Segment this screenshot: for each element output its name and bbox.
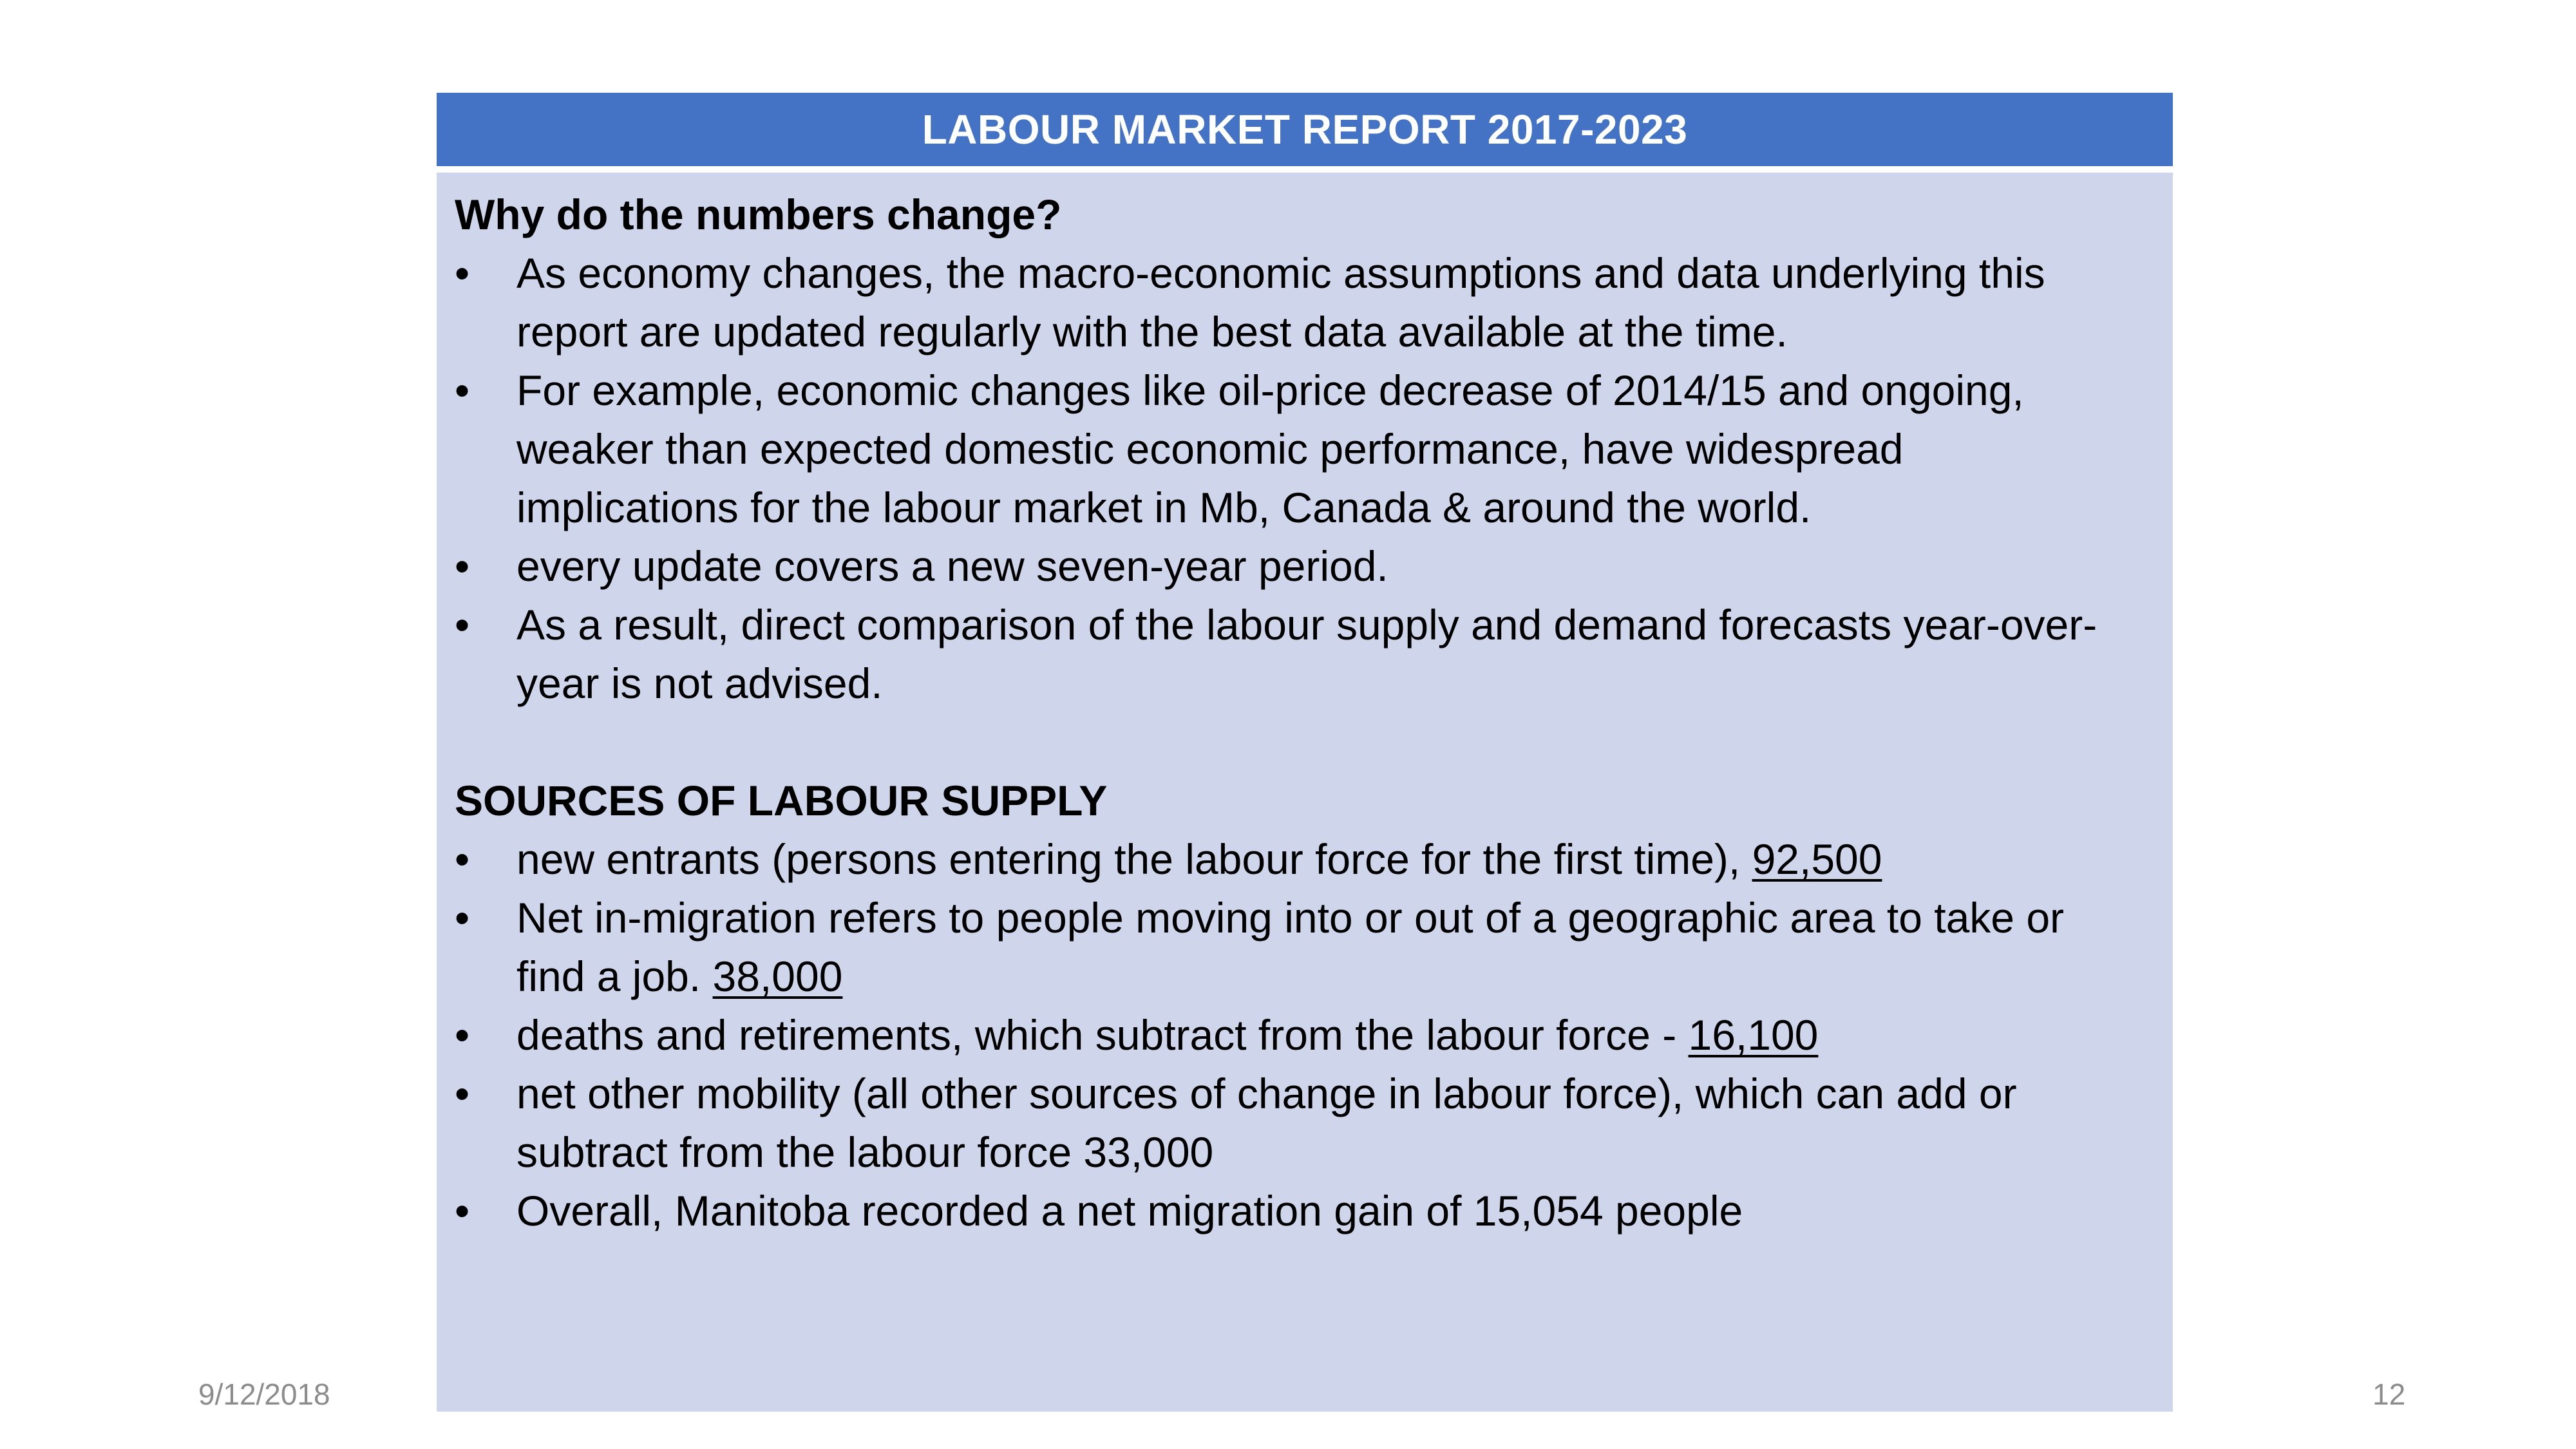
list-item-text: net other mobility (all other sources of change in labour force), which can add or subtract from the labour force 33,000 [516, 1070, 2017, 1176]
bullet-icon: • [455, 542, 470, 590]
bullet-icon: • [455, 601, 470, 649]
list-item [455, 889, 2134, 1006]
list-item-text: deaths and retirements, which subtract from the labour force - [516, 1011, 1689, 1059]
list-item [455, 830, 2134, 889]
section-heading-sources-of-labour-supply: SOURCES OF LABOUR SUPPLY [455, 777, 1108, 824]
why-numbers-change-list [455, 244, 2134, 713]
new-entrants-value: 92,500 [1752, 835, 1882, 883]
list-item [455, 244, 2134, 361]
bullet-icon: • [455, 366, 470, 414]
bullet-icon: • [455, 894, 470, 942]
sources-of-labour-supply-list [455, 830, 2134, 1240]
section-spacer [455, 713, 2134, 772]
list-item [455, 1065, 2134, 1182]
bullet-icon: • [455, 835, 470, 883]
list-item-text: As a result, direct comparison of the labour supply and demand forecasts year-over-year is not advised. [516, 601, 2098, 707]
list-item-text: Overall, Manitoba recorded a net migration gain of 15,054 people [516, 1187, 1743, 1235]
list-item-text: every update covers a new seven-year period. [516, 542, 1388, 590]
report-title: LABOUR MARKET REPORT 2017-2023 [922, 106, 1688, 153]
section-heading-why-numbers-change: Why do the numbers change? [455, 191, 1062, 238]
list-item-text: As economy changes, the macro-economic assumptions and data underlying this report are updated regularly with the best data available at the time. [516, 249, 2045, 355]
list-item [455, 596, 2134, 713]
bullet-icon: • [455, 1070, 470, 1117]
list-item-text: For example, economic changes like oil-price decrease of 2014/15 and ongoing, weaker than expected domestic economic performance, have widespread implications for the labour market in Mb, Canada & around the world. [516, 366, 2024, 531]
bullet-icon: • [455, 1187, 470, 1235]
net-in-migration-value: 38,000 [712, 952, 843, 1000]
list-item [455, 537, 2134, 596]
list-item-text: Net in-migration refers to people moving into or out of a geographic area to take or find a job. [516, 894, 2065, 1000]
list-item [455, 1006, 2134, 1065]
footer-page-number: 12 [2372, 1378, 2406, 1411]
list-item-text: new entrants (persons entering the labour force for the first time), [516, 835, 1752, 883]
footer-date: 9/12/2018 [198, 1378, 330, 1411]
bullet-icon: • [455, 249, 470, 297]
deaths-retirements-value: 16,100 [1688, 1011, 1819, 1059]
list-item [455, 1182, 2134, 1240]
content-box [437, 173, 2173, 1412]
bullet-icon: • [455, 1011, 470, 1059]
list-item [455, 361, 2134, 537]
report-title-bar [437, 93, 2173, 166]
